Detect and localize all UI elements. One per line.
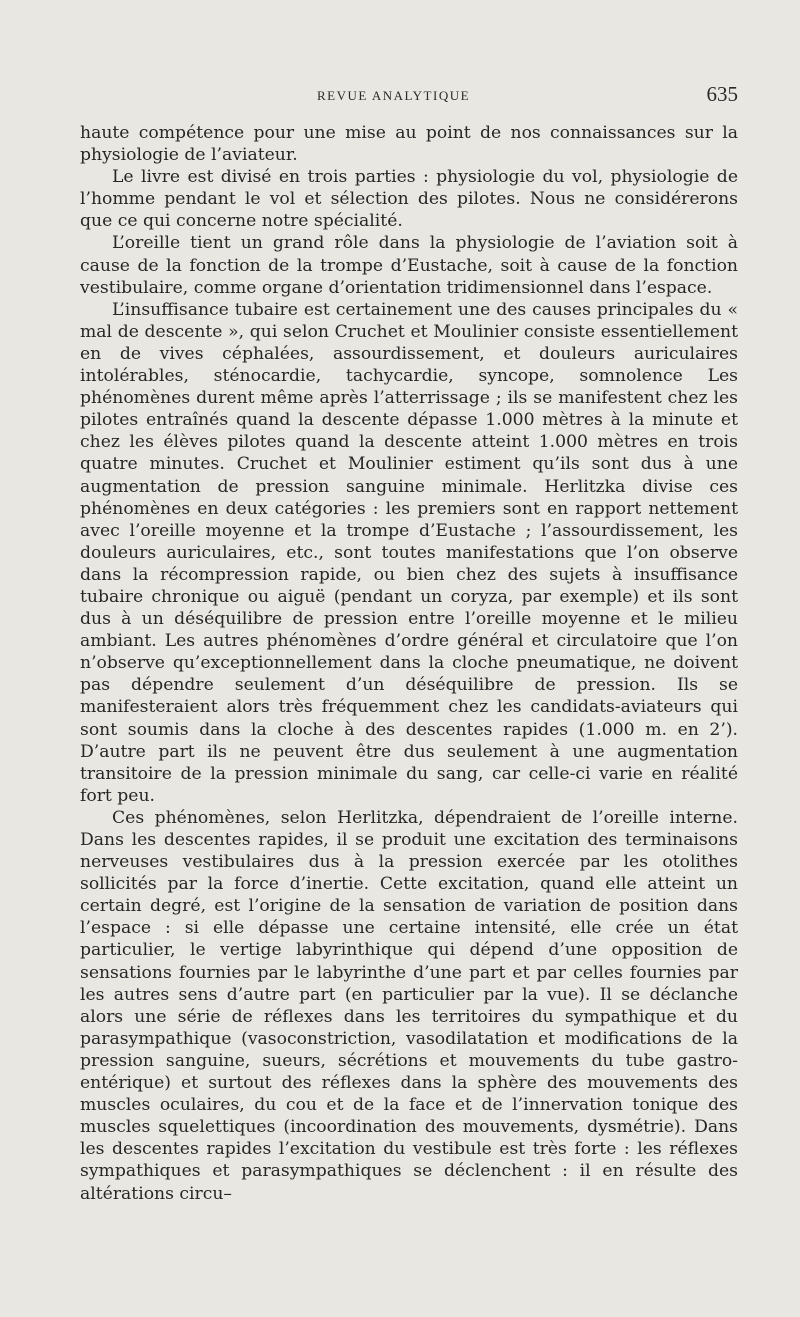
page-header [80, 82, 738, 106]
running-head: REVUE ANALYTIQUE [317, 88, 471, 103]
paragraph-ear-role: L’oreille tient un grand rôle dans la physiologie de l’aviation soit à cause de la fonction de la trompe d’Eustache, soit à cause de la fonction vestibulaire, comme organe d’orientation tridimensionnel dans l’espace. [80, 233, 738, 298]
paragraph-inner-ear: Ces phénomènes, selon Herlitzka, dépendraient de l’oreille interne. Dans les descentes rapides, il se produit une excitation des terminaisons nerveuses vestibulaires dus à la pression exercée par les otolithes sollicités par la force d’inertie. Cette excitation, quand elle atteint un certain degré, est l’origine de la sensation de variation de position dans l’espace : si elle dépasse une certaine intensité, elle crée un état particulier, le vertige labyrinthique qui dépend d’une opposition de sensations fournies par le labyrinthe d’une part et par celles fournies par les autres sens d’autre part (en particulier par la vue). Il se déclanche alors une série de réflexes dans les territoires du sympathique et du parasympathique (vasoconstriction, vasodilatation et modifications de la pression sanguine, sueurs, sécrétions et mouvements du tube gastro-entérique) et surtout des réflexes dans la sphère des mouvements des muscles oculaires, du cou et de la face et de l’innervation tonique des muscles squelettiques (incoordination des mouvements, dysmétrie). Dans les descentes rapides l’excitation du vestibule est très forte : les réflexes sympathiques et parasympathiques se déclenchent : il en résulte des altérations circu– [80, 807, 738, 1204]
page-number: 635 [706, 82, 738, 106]
paragraph-continued: haute compétence pour une mise au point de nos connaissances sur la physiologie de l’aviateur. [80, 123, 738, 166]
body-text [80, 122, 738, 1205]
paragraph-tubal-insufficiency: L’insuffisance tubaire est certainement une des causes principales du « mal de descente », qui selon Cruchet et Moulinier consiste essentiellement en de vives céphalées, assourdissement, et douleurs auriculaires intolérables, sténocardie, tachycardie, syncope, somnolence Les phénomènes durent même après l’atterrissage ; ils se manifestent chez les pilotes entraînés quand la descente dépasse 1.000 mètres à la minute et chez les élèves pilotes quand la descente atteint 1.000 mètres en trois quatre minutes. Cruchet et Moulinier estiment qu’ils sont dus à une augmentation de pression sanguine minimale. Herlitzka divise ces phénomènes en deux catégories : les premiers sont en rapport nettement avec l’oreille moyenne et la trompe d’Eustache ; l’assourdissement, les douleurs auriculaires, etc., sont toutes manifestations que l’on observe dans la récompression rapide, ou bien chez des sujets à insuffisance tubaire chronique ou aiguë (pendant un coryza, par exemple) et ils sont dus à un déséquilibre de pression entre l’oreille moyenne et le milieu ambiant. Les autres phénomènes d’ordre général et circulatoire que l’on n’observe qu’exceptionnellement dans la cloche pneumatique, ne doivent pas dépendre seulement d’un déséquilibre de pression. Ils se manifesteraient alors très fréquemment chez les candidats-aviateurs qui sont soumis dans la cloche à des descentes rapides (1.000 m. en 2’). D’autre part ils ne peuvent être dus seulement à une augmentation transitoire de la pression minimale du sang, car celle-ci varie en réalité fort peu. [80, 299, 738, 806]
paragraph-book-structure: Le livre est divisé en trois parties : physiologie du vol, physiologie de l’homme pendant le vol et sélection des pilotes. Nous ne considérerons que ce qui concerne notre spécialité. [80, 167, 738, 232]
